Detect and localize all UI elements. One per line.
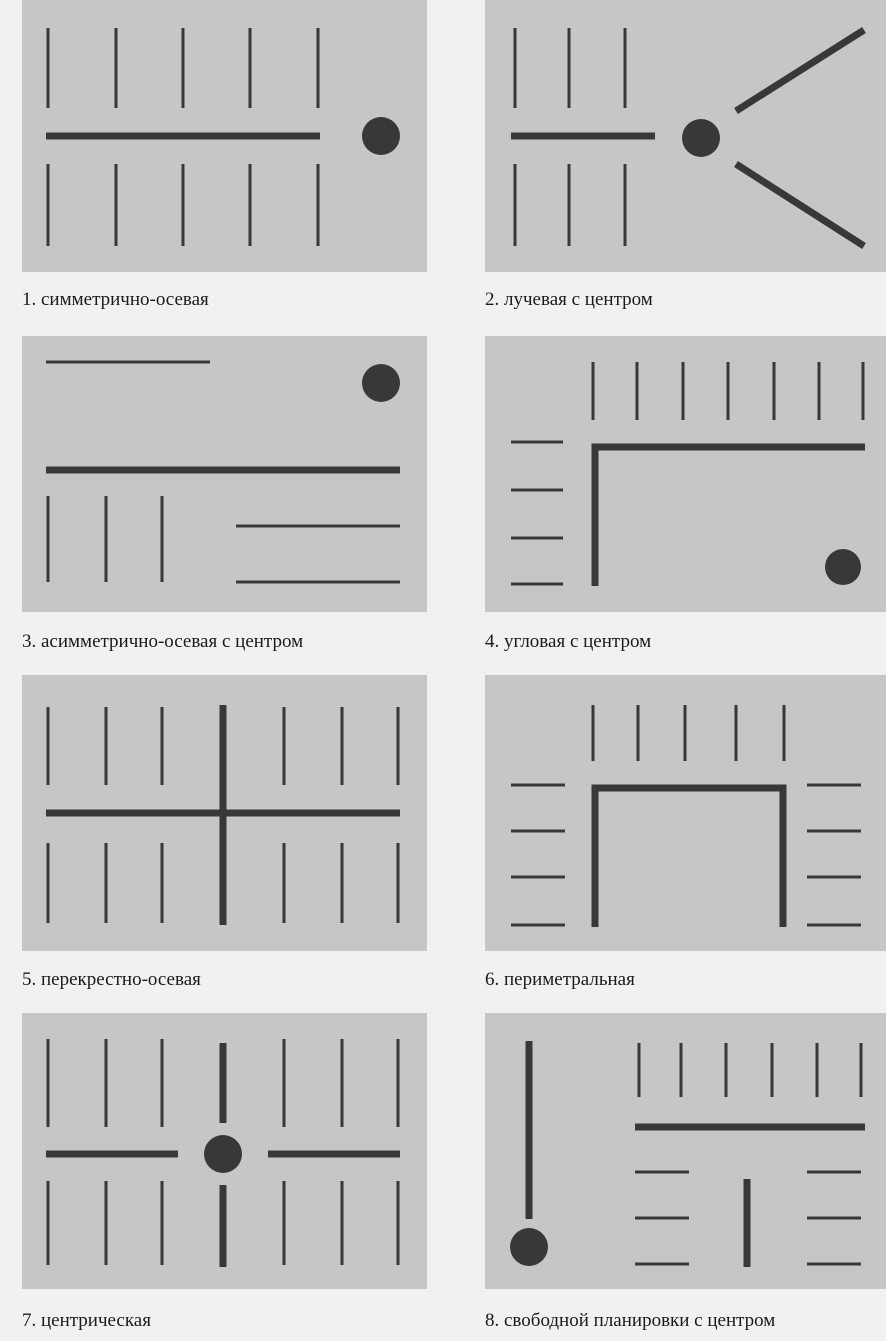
diagram-3-panel — [22, 336, 427, 612]
diagram-5-caption — [22, 970, 201, 989]
diagram-5-drawing — [22, 675, 427, 951]
diagram-8-number: 8. — [485, 1310, 500, 1331]
diagram-1-number: 1. — [22, 289, 37, 310]
diagram-7-caption-text: центрическая — [41, 1310, 151, 1331]
diagram-7-caption — [22, 1311, 151, 1330]
diagram-4-caption-text: угловая с центром — [504, 631, 652, 652]
diagram-2-panel — [485, 0, 886, 272]
diagram-3-number: 3. — [22, 631, 37, 652]
diagram-3-caption-text: асимметрично-осевая с центром — [41, 631, 304, 652]
diagram-2-number: 2. — [485, 289, 500, 310]
diagram-5-number: 5. — [22, 969, 37, 990]
diagram-8-panel — [485, 1013, 886, 1289]
diagram-7-number: 7. — [22, 1310, 37, 1331]
diagram-2-caption-text: лучевая с центром — [504, 289, 653, 310]
diagram-6-drawing — [485, 675, 886, 951]
diagram-7-drawing — [22, 1013, 427, 1289]
diagram-1-caption — [22, 290, 209, 309]
diagram-3-drawing — [22, 336, 427, 612]
diagram-7-panel — [22, 1013, 427, 1289]
diagram-4-caption — [485, 632, 651, 651]
diagram-5-panel — [22, 675, 427, 951]
diagram-6-caption — [485, 970, 635, 989]
diagram-8-drawing — [485, 1013, 886, 1289]
diagram-8-caption — [485, 1311, 775, 1330]
diagram-3-caption — [22, 632, 303, 651]
diagram-5-caption-text: перекрестно-осевая — [41, 969, 201, 990]
diagram-8-caption-text: свободной планировки с центром — [504, 1310, 776, 1331]
diagram-4-number: 4. — [485, 631, 500, 652]
diagram-2-caption — [485, 290, 653, 309]
diagram-4-drawing — [485, 336, 886, 612]
diagram-1-panel — [22, 0, 427, 272]
diagram-4-panel — [485, 336, 886, 612]
diagram-6-panel — [485, 675, 886, 951]
diagram-1-caption-text: симметрично-осевая — [41, 289, 209, 310]
diagram-2-drawing — [485, 0, 886, 272]
diagram-6-caption-text: периметральная — [504, 969, 635, 990]
diagram-1-drawing — [22, 0, 427, 272]
diagram-6-number: 6. — [485, 969, 500, 990]
